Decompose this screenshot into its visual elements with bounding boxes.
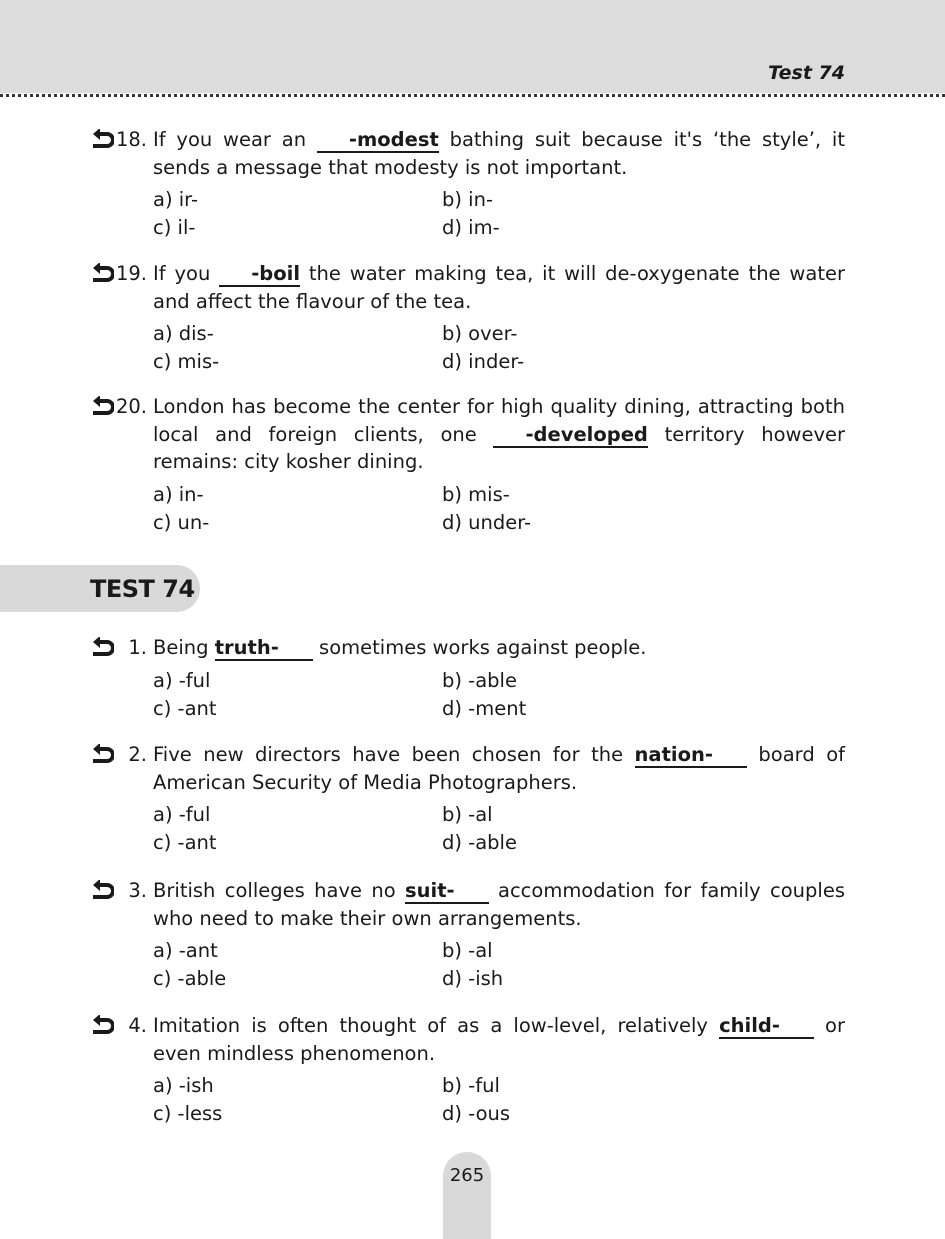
dotted-divider [0, 94, 945, 97]
question-text: Five new directors have been chosen for the nation- board of American Security of Media Photographers. [153, 743, 845, 794]
option-c: c) il- [153, 216, 196, 239]
option-c: c) -able [153, 967, 227, 990]
question-number: 3. [128, 879, 147, 902]
option-d: d) -able [442, 831, 517, 854]
option-b: b) -able [442, 668, 517, 692]
answer-blank: truth- [215, 637, 313, 661]
option-a: a) -ant [153, 939, 218, 962]
option-d: d) inder- [442, 350, 525, 373]
answer-blank: child- [719, 1015, 814, 1039]
question-text: London has become the center for high quality dining, attracting both local and foreign clients, one -developed territory however remains: city kosher dining. [153, 395, 845, 473]
option-c: c) -less [153, 1102, 223, 1125]
question-3 [90, 877, 845, 993]
answer-options [90, 1072, 845, 1128]
option-d: d) -ment [442, 696, 527, 720]
question-number: 18. [115, 128, 147, 151]
option-d: d) -ous [442, 1102, 511, 1125]
question-1 [90, 634, 845, 723]
section-heading: TEST 74 [90, 575, 195, 603]
question-2 [90, 741, 845, 857]
question-text: Being truth- sometimes works against people. [153, 636, 647, 659]
option-c: c) -ant [153, 831, 217, 854]
question-number: 4. [128, 1014, 147, 1037]
answer-blank: nation- [635, 744, 747, 768]
question-18 [90, 126, 845, 242]
option-b: b) -ful [442, 1074, 500, 1097]
option-d: d) im- [442, 216, 500, 239]
option-c: c) mis- [153, 350, 220, 373]
question-text: British colleges have no suit- accommodation for family couples who need to make their own arrangements. [153, 879, 845, 930]
answer-blank: -modest [317, 129, 439, 153]
page-number: 265 [449, 1165, 485, 1186]
running-title: Test 74 [768, 62, 845, 84]
option-d: d) -ish [442, 967, 504, 990]
answer-options [90, 481, 845, 537]
option-a: a) ir- [153, 188, 198, 211]
question-20 [90, 393, 845, 537]
question-number: 20. [115, 395, 147, 418]
answer-options [90, 937, 845, 993]
option-a: a) -ful [153, 803, 211, 826]
question-number: 1. [128, 636, 147, 659]
answer-blank: -developed [493, 424, 647, 448]
option-d: d) under- [442, 510, 532, 534]
question-19 [90, 260, 845, 376]
question-text: If you wear an -modest bathing suit because it's ‘the style’, it sends a message that modesty is not important. [153, 128, 845, 179]
question-text: If you -boil the water making tea, it will de-oxygenate the water and affect the flavour of the tea. [153, 262, 845, 313]
option-c: c) un- [153, 510, 210, 534]
answer-blank: suit- [405, 880, 489, 904]
question-text: Imitation is often thought of as a low-level, relatively child- or even mindless phenomenon. [153, 1014, 845, 1065]
option-b: b) over- [442, 322, 518, 345]
option-b: b) in- [442, 188, 493, 211]
answer-options [90, 801, 845, 857]
answer-options [90, 186, 845, 242]
answer-blank: -boil [219, 263, 300, 287]
option-b: b) -al [442, 939, 493, 962]
question-4 [90, 1012, 845, 1128]
option-b: b) -al [442, 803, 493, 826]
question-number: 2. [128, 743, 147, 766]
option-a: a) -ish [153, 1074, 214, 1097]
option-a: a) in- [153, 482, 204, 506]
answer-options [90, 320, 845, 376]
answer-options [90, 667, 845, 723]
option-a: a) dis- [153, 322, 214, 345]
option-b: b) mis- [442, 482, 510, 506]
question-number: 19. [115, 262, 147, 285]
option-c: c) -ant [153, 696, 217, 720]
option-a: a) -ful [153, 668, 211, 692]
